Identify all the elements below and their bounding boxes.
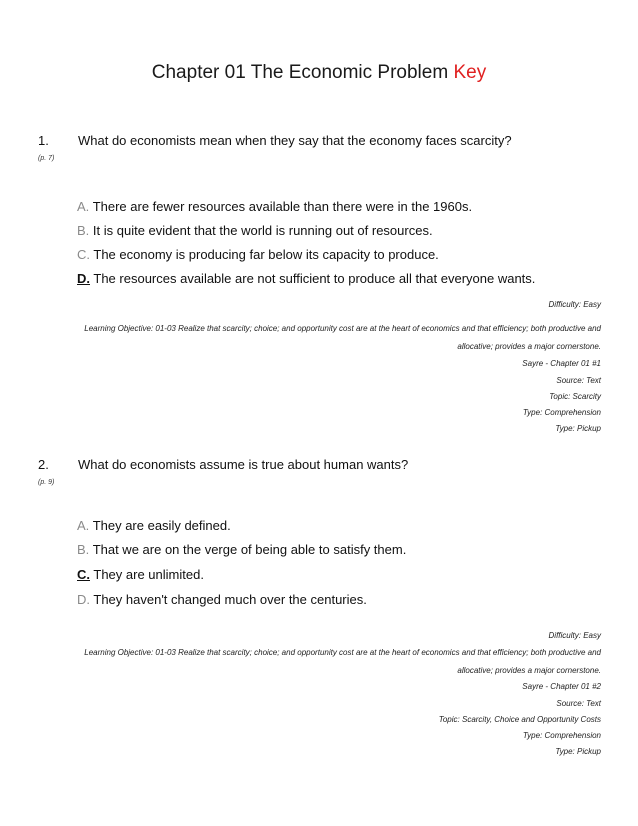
- option-text: It is quite evident that the world is running out of resources.: [92, 223, 433, 238]
- option-a: [77, 518, 231, 533]
- question-text: What do economists mean when they say that the economy faces scarcity?: [78, 133, 512, 148]
- page-title: [0, 62, 638, 84]
- meta-learning-objective-cont: allocative; provides a major cornerstone.: [457, 666, 601, 675]
- meta-type-2: Type: Pickup: [555, 747, 601, 756]
- meta-type-1: Type: Comprehension: [522, 731, 601, 740]
- meta-topic: Topic: Scarcity, Choice and Opportunity Costs: [438, 715, 601, 724]
- option-c: [77, 247, 439, 262]
- option-text: That we are on the verge of being able to satisfy them.: [92, 542, 407, 557]
- option-letter: D.: [77, 271, 90, 286]
- option-a: [77, 199, 472, 214]
- page-reference: (p. 7): [38, 155, 55, 162]
- option-text: They haven't changed much over the centuries.: [93, 592, 367, 607]
- option-b: [77, 542, 406, 557]
- meta-learning-objective-cont: allocative; provides a major cornerstone.: [457, 342, 601, 351]
- meta-source: Source: Text: [556, 376, 601, 385]
- meta-learning-objective: Learning Objective: 01-03 Realize that scarcity; choice; and opportunity cost are at the heart of economics and that efficiency; both productive and: [84, 324, 601, 333]
- option-text: They are easily defined.: [92, 518, 231, 533]
- page-reference: (p. 9): [38, 479, 55, 486]
- meta-learning-objective: Learning Objective: 01-03 Realize that scarcity; choice; and opportunity cost are at the heart of economics and that efficiency; both productive and: [84, 648, 601, 657]
- title-main: Chapter 01 The Economic Problem: [151, 62, 454, 83]
- option-letter: C.: [77, 247, 90, 262]
- meta-topic: Topic: Scarcity: [549, 392, 601, 401]
- option-c-correct: [77, 567, 204, 582]
- option-d: [77, 592, 367, 607]
- option-d-correct: [77, 271, 535, 286]
- meta-source: Source: Text: [556, 699, 601, 708]
- option-text: They are unlimited.: [93, 567, 204, 582]
- option-letter: A.: [77, 199, 90, 214]
- meta-type-1: Type: Comprehension: [522, 408, 601, 417]
- option-letter: B.: [77, 542, 90, 557]
- option-text: The economy is producing far below its capacity to produce.: [93, 247, 439, 262]
- option-letter: A.: [77, 518, 90, 533]
- title-key: Key: [453, 62, 487, 83]
- option-text: The resources available are not sufficient to produce all that everyone wants.: [93, 271, 536, 286]
- meta-type-2: Type: Pickup: [555, 424, 601, 433]
- question-number: 1.: [38, 133, 49, 148]
- option-letter: C.: [77, 567, 90, 582]
- question-number: 2.: [38, 457, 49, 472]
- option-text: There are fewer resources available than there were in the 1960s.: [92, 199, 473, 214]
- option-letter: D.: [77, 592, 90, 607]
- question-text: What do economists assume is true about human wants?: [78, 457, 409, 472]
- meta-sayre-ref: Sayre - Chapter 01 #1: [522, 359, 601, 368]
- meta-difficulty: Difficulty: Easy: [548, 300, 601, 309]
- meta-sayre-ref: Sayre - Chapter 01 #2: [522, 682, 601, 691]
- option-letter: B.: [77, 223, 90, 238]
- option-b: [77, 223, 433, 238]
- meta-difficulty: Difficulty: Easy: [548, 631, 601, 640]
